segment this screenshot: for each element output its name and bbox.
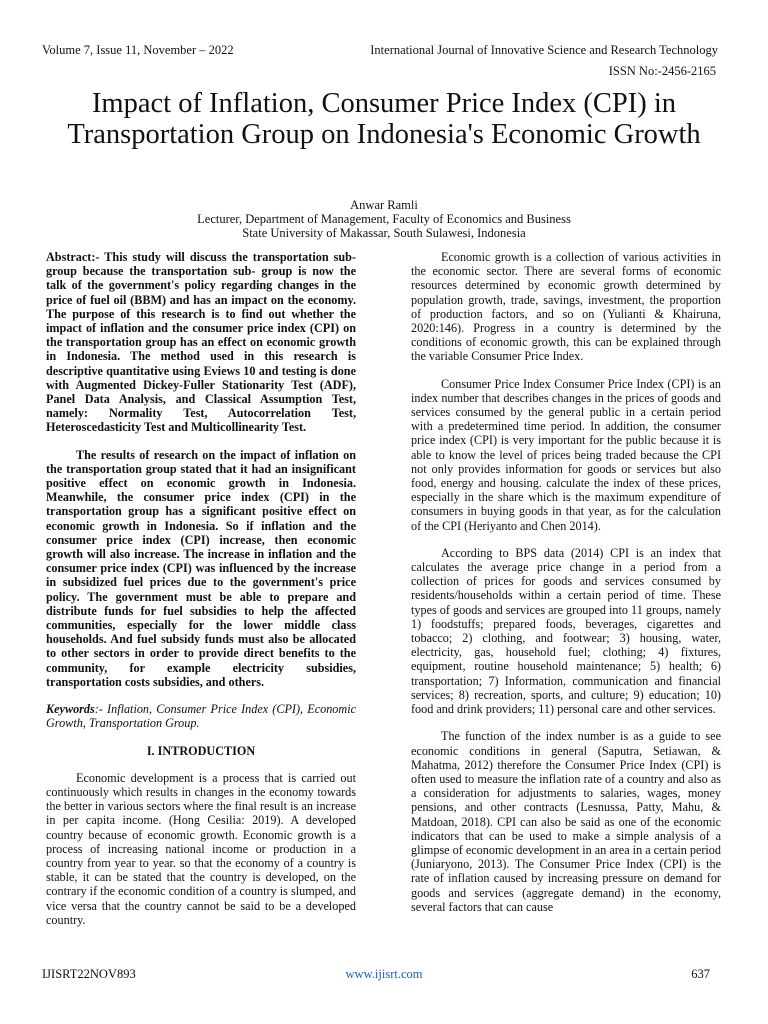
affiliation-line-2: State University of Makassar, South Sulawesi, Indonesia [242,226,526,240]
affiliation-line-1: Lecturer, Department of Management, Faculty of Economics and Business [197,212,571,226]
volume-issue: Volume 7, Issue 11, November – 2022 [42,43,234,57]
author-name: Anwar Ramli [350,198,418,212]
body-paragraph-4: The function of the index number is as a guide to see economic conditions in general (Saputra, Setiawan, & Mahatma, 2012) therefore the Consumer Price Index (CPI) is often used to measure the inflation rate of a country and also as a consideration for adjustments to salaries, wages, money pensions, and other contracts (Lesnussa, Patty, Mahu, & Matdoan, 2018). CPI can also be said as one of the economic indicators that can be used to make a simple analysis of a glimpse of economic development in an area in a certain period (Juniaryono, 2013). The Consumer Price Index (CPI) is the rate of inflation caused by increasing pressure on demand for goods and services (aggregate demand) in the economy, several factors that can cause [411,729,721,914]
page-number: 637 [691,967,710,981]
journal-name: International Journal of Innovative Science and Research Technology [370,43,718,57]
intro-paragraph-1: Economic development is a process that is carried out continuously which results in changes in the economy towards the better in various sectors where the final result is an increase in per capita income. (Hong Cesilia: 2019). A developed country because of economic growth. Economic growth is a process of increasing national income or production in a country from year to year. so that the economy of a country is stable, it can be stated that the country is developed, on the contrary if the economic condition of a country is slumped, and vice versa that the country cannot be said to be a developed country. [46,770,356,927]
affiliation [0,212,768,240]
right-column [411,250,721,927]
keywords-label: Keywords [46,702,95,717]
abstract-paragraph-2: The results of research on the impact of inflation on the transportation group stated that it had an insignificant positive effect on economic growth in Indonesia. Meanwhile, the consumer price index (CPI) in the transportation group has a significant positive effect on economic growth in Indonesia. So if inflation and the consumer price index (CPI) increase, then economic growth will also increase. The increase in inflation and the consumer price index (CPI) was influenced by the increase in subsidized fuel prices due to the government's price policy. The government must be able to prepare and distribute funds for fuel subsidies to help the affected communities, especially for the lower middle class households. And fuel subsidy funds must also be allocated to other sectors in order to provide direct benefits to the community, for example electricity subsidies, transportation costs subsidies, and others. [46,447,356,689]
body-paragraph-3: According to BPS data (2014) CPI is an index that calculates the average price change in a period from a collection of prices for goods and services consumed by residents/households within a certain period of time. These types of goods and services are grouped into 11 groups, namely 1) foodstuffs; prepared foods, beverages, cigarettes and tobacco; 2) clothing, and footwear; 3) housing, water, electricity, gas, household fuel; clothing; 4) fixtures, equipment, routine household maintenance; 5) health; 6) transportation; 7) Information, communication and financial services; 8) recreation, sports, and culture; 9) education; 10) food and drink providers; 11) personal care and other services. [411,545,721,717]
keywords [46,702,356,730]
body-paragraph-1: Economic growth is a collection of various activities in the economic sector. There are several forms of economic resources determined by economic growth determined by population growth, trade, savings, investment, the proportion of production factors, and so on (Yulianti & Khairuna, 2020:146). Progress in a country is determined by the conditions of economic growth, this can be explained through the variable Consumer Price Index. [411,250,721,364]
paper-title: Impact of Inflation, Consumer Price Index (CPI) in Transportation Group on Indonesia's Economic Growth [67,88,701,150]
abstract-paragraph-1: Abstract:- This study will discuss the transportation sub-group because the transportation sub- group is now the talk of the government's policy regarding changes in the price of fuel oil (BBM) and has an impact on the economy. The purpose of this research is to find out whether the impact of inflation and the consumer price index (CPI) on the transportation group has an effect on economic growth in Indonesia. The method used in this research is descriptive quantitative using Eviews 10 and testing is done with Augmented Dickey-Fuller Stationarity Test (ADF), Panel Data Analysis, and Classical Assumption Test, namely: Normality Test, Autocorrelation Test, Heteroscedasticity Test and Multicollinearity Test. [46,250,356,435]
issn: ISSN No:-2456-2165 [608,64,716,78]
keywords-text: :- Inflation, Consumer Price Index (CPI), Economic Growth, Transportation Group. [46,702,356,731]
paper-id: IJISRT22NOV893 [42,967,136,981]
section-heading-introduction: I. INTRODUCTION [146,743,256,758]
left-column [46,250,356,940]
body-paragraph-2: Consumer Price Index Consumer Price Index (CPI) is an index number that describes changes in the prices of goods and services consumed by the general public in a certain period with a predetermined time period. In addition, the consumer price index (CPI) is very important for the public because it is able to know the level of prices being traded because the CPI not only provides information for goods or services but also food, energy and housing. calculate the index of these prices, especially in the share which is the maximum expenditure of consumers in buying goods in that year, as for the calculation of the CPI (Heriyanto and Chen 2014). [411,376,721,533]
website-link[interactable]: www.ijisrt.com [345,967,423,981]
